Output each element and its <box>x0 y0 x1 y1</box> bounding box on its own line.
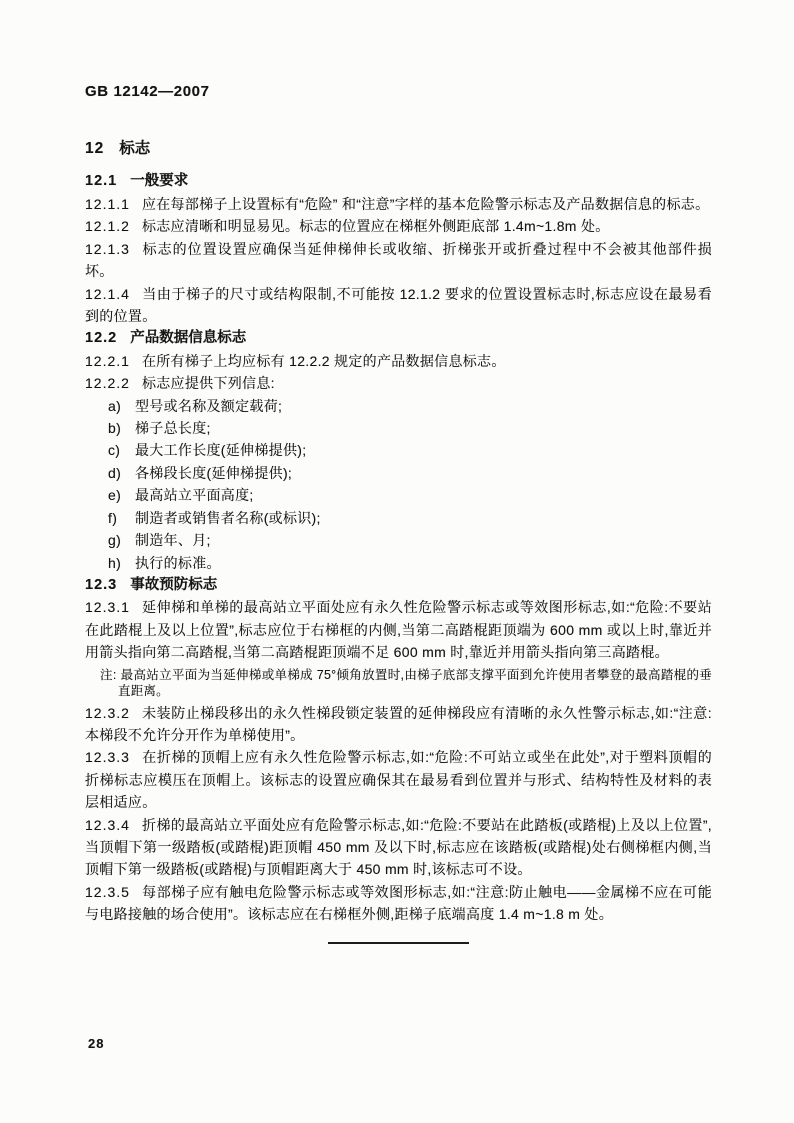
standard-number: GB 12142—2007 <box>85 83 210 100</box>
subsection-heading-12-1 <box>85 173 712 189</box>
clause-12-3-3 <box>85 746 712 813</box>
subsection-title: 产品数据信息标志 <box>130 330 247 347</box>
page-content <box>85 84 712 944</box>
clause-text: 应在每部梯子上设置标有“危险” 和“注意”字样的基本危险警示标志及产品数据信息的标志。 <box>141 196 710 212</box>
list-item-g <box>85 529 712 551</box>
clause-number: 12.3.3 <box>85 749 130 766</box>
subsection-number: 12.3 <box>85 576 118 593</box>
section-title: 标志 <box>119 140 151 157</box>
list-letter: c) <box>108 442 121 459</box>
clause-text: 当由于梯子的尺寸或结构限制,不可能按 12.1.2 要求的位置设置标志时,标志应设在最易看到的位置。 <box>85 285 712 325</box>
subsection-heading-12-3 <box>85 574 712 596</box>
clause-12-2-2 <box>85 372 712 394</box>
list-letter: f) <box>108 509 118 526</box>
list-item-c <box>85 439 712 461</box>
subsection-heading-12-2 <box>85 327 712 349</box>
list-text: 型号或名称及额定载荷; <box>135 397 283 414</box>
clause-text: 每部梯子应有触电危险警示标志或等效图形标志,如:“注意:防止触电——金属梯不应在可能与电路接触的场合使用”。该标志应在右梯框外侧,距梯子底端高度 1.4 m~1.8 m 处。 <box>85 883 712 923</box>
list-item-a <box>85 395 712 417</box>
list-item-e <box>85 484 712 506</box>
subsection-number: 12.2 <box>85 330 118 347</box>
section-heading-12 <box>85 140 712 157</box>
list-text: 梯子总长度; <box>135 420 211 437</box>
clause-12-1-4 <box>85 283 712 328</box>
clause-number: 12.3.5 <box>85 883 130 900</box>
note-text: 最高站立平面为当延伸梯或单梯成 75°倾角放置时,由梯子底部支撑平面到允许使用者攀登的最高踏棍的垂直距离。 <box>118 667 712 699</box>
clause-12-3-1 <box>85 596 712 663</box>
clause-number: 12.1.3 <box>85 240 130 257</box>
end-of-text-rule <box>328 942 469 944</box>
list-text: 各梯段长度(延伸梯提供); <box>135 464 293 481</box>
clause-number: 12.3.1 <box>85 599 130 616</box>
list-letter: d) <box>108 464 122 481</box>
subsection-number: 12.1 <box>85 173 118 189</box>
clause-number: 12.3.2 <box>85 704 130 721</box>
clause-text: 标志应提供下列信息: <box>141 375 275 392</box>
list-letter: a) <box>108 397 122 414</box>
clause-12-1-1 <box>85 193 712 215</box>
list-item-h <box>85 552 712 574</box>
list-letter: h) <box>108 554 122 571</box>
clause-number: 12.1.4 <box>85 285 130 302</box>
clause-number: 12.3.4 <box>85 816 130 833</box>
clause-number: 12.1.2 <box>85 218 130 235</box>
clause-12-3-4 <box>85 814 712 881</box>
list-item-f <box>85 507 712 529</box>
clause-text: 标志应清晰和明显易见。标志的位置应在梯框外侧距底部 1.4m~1.8m 处。 <box>141 218 610 235</box>
clause-12-3-2 <box>85 702 712 747</box>
list-text: 最高站立平面高度; <box>135 487 254 504</box>
clause-text: 标志的位置设置应确保当延伸梯伸长或收缩、折梯张开或折叠过程中不会被其他部件损坏。 <box>85 240 712 280</box>
clause-text: 未装防止梯段移出的永久性梯段锁定装置的延伸梯段应有清晰的永久性警示标志,如:“注意:本梯段不允许分开作为单梯使用”。 <box>85 704 712 743</box>
list-item-b <box>85 417 712 439</box>
list-text: 最大工作长度(延伸梯提供); <box>135 442 307 459</box>
clause-number: 12.2.2 <box>85 375 130 392</box>
clause-12-1-2 <box>85 215 712 237</box>
list-letter: g) <box>108 532 122 549</box>
clause-12-3-5 <box>85 881 712 926</box>
clause-text: 在折梯的顶帽上应有永久性危险警示标志,如:“危险:不可站立或坐在此处”,对于塑料顶帽的折梯标志应模压在顶帽上。该标志的设置应确保其在最易看到位置并与形式、结构特性及材料的表层相适应。 <box>85 749 712 811</box>
clause-12-1-3 <box>85 238 712 283</box>
clause-number: 12.2.1 <box>85 352 130 369</box>
clause-12-2-1 <box>85 350 712 372</box>
list-letter: e) <box>108 487 122 504</box>
list-text: 执行的标准。 <box>135 554 221 571</box>
page-number: 28 <box>88 1036 105 1051</box>
clause-text: 在所有梯子上均应标有 12.2.2 规定的产品数据信息标志。 <box>141 352 506 369</box>
subsection-title: 一般要求 <box>130 173 189 189</box>
note-label: 注: <box>100 667 117 682</box>
list-letter: b) <box>108 420 122 437</box>
list-text: 制造者或销售者名称(或标识); <box>135 509 321 526</box>
clause-text: 折梯的最高站立平面处应有危险警示标志,如:“危险:不要站在此踏板(或踏棍)上及以上位置”,当顶帽下第一级踏板(或踏棍)距顶帽 450 mm 及以下时,标志应在该踏板(或踏棍)处右侧梯框内侧,当顶帽下第一级踏板(或踏棍)与顶帽距离大于 450 mm 时,该标志可不设。 <box>85 816 712 878</box>
list-item-d <box>85 462 712 484</box>
section-number: 12 <box>85 140 105 157</box>
subsection-title: 事故预防标志 <box>130 576 218 593</box>
list-text: 制造年、月; <box>135 532 211 549</box>
clause-text: 延伸梯和单梯的最高站立平面处应有永久性危险警示标志或等效图形标志,如:“危险:不要站在此踏棍上及以上位置”,标志应位于右梯框的内侧,当第二高踏棍距顶端为 600 mm 或以上时,靠近并用箭头指向第二高踏棍,当第二高踏棍距顶端不足 600 mm 时,靠近并用箭头指向第三高踏棍。 <box>85 599 712 661</box>
clause-number: 12.1.1 <box>85 196 130 212</box>
note-12-3-1 <box>85 667 712 700</box>
